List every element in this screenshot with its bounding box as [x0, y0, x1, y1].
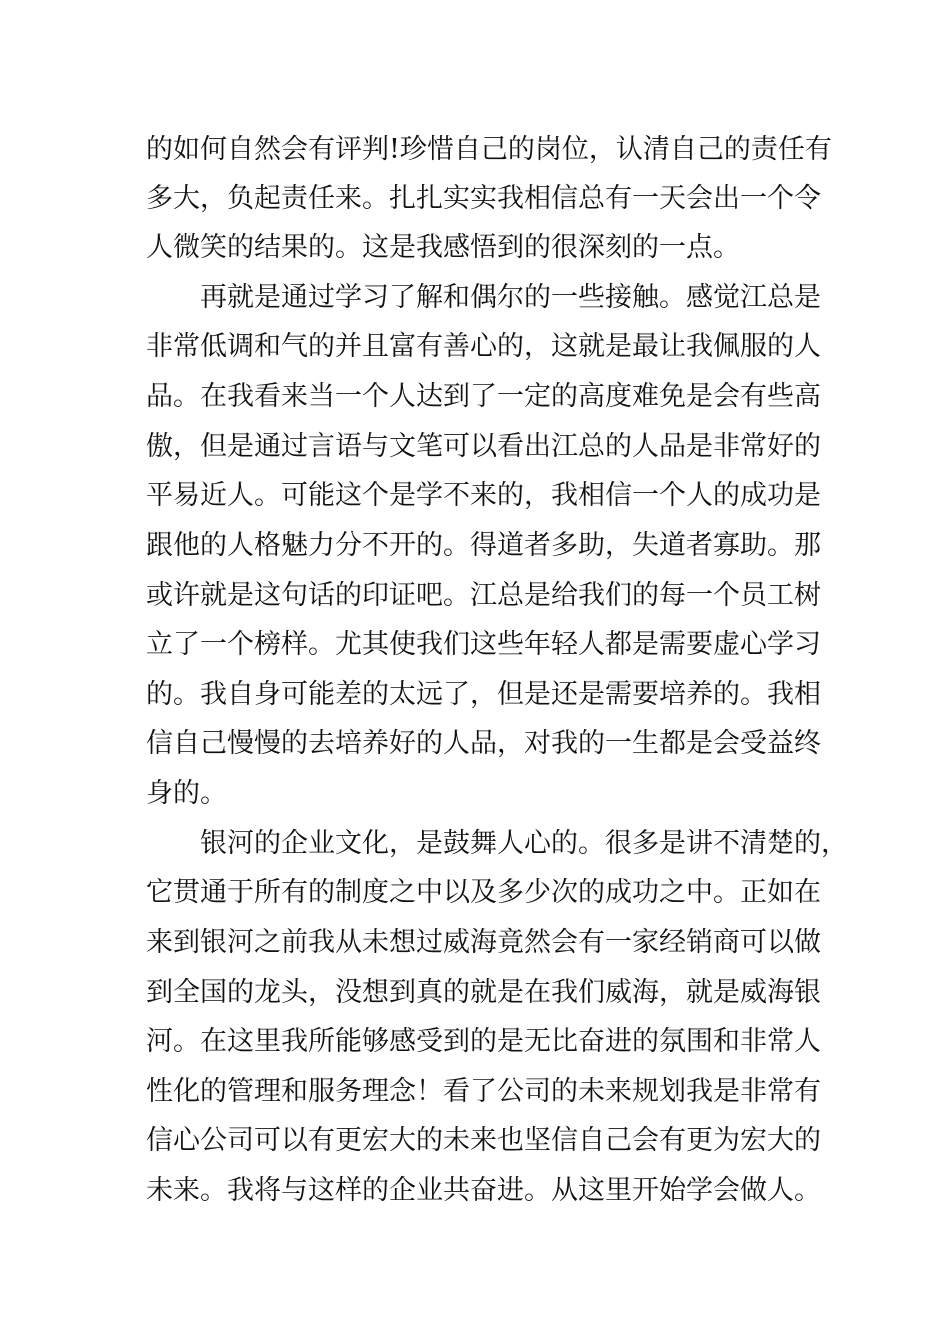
paragraph-1-line-1: 的如何自然会有评判!珍惜自己的岗位，认清自己的责任有: [146, 134, 832, 165]
paragraph-1-line-2: 多大，负起责任来。扎扎实实我相信总有一天会出一个令: [146, 183, 821, 214]
paragraph-3-line-5: 河。在这里我所能够感受到的是无比奋进的氛围和非常人: [146, 1026, 821, 1057]
paragraph-2-line-9: 的。我自身可能差的太远了，但是还是需要培养的。我相: [146, 679, 821, 710]
paragraph-3-line-7: 信心公司可以有更宏大的未来也坚信自己会有更为宏大的: [146, 1125, 821, 1156]
paragraph-1-line-3: 人微笑的结果的。这是我感悟到的很深刻的一点。: [146, 232, 740, 263]
paragraph-2-line-11: 身的。: [146, 778, 227, 809]
paragraph-2-line-8: 立了一个榜样。尤其使我们这些年轻人都是需要虚心学习: [146, 629, 821, 660]
paragraph-3-line-6: 性化的管理和服务理念！看了公司的未来规划我是非常有: [146, 1076, 821, 1107]
paragraph-2-line-1: 再就是通过学习了解和偶尔的一些接触。感觉江总是: [200, 282, 821, 313]
paragraph-2-line-3: 品。在我看来当一个人达到了一定的高度难免是会有些高: [146, 381, 821, 412]
paragraph-2-line-2: 非常低调和气的并且富有善心的，这就是最让我佩服的人: [146, 331, 821, 362]
paragraph-2-line-10: 信自己慢慢的去培养好的人品，对我的一生都是会受益终: [146, 728, 821, 759]
paragraph-3-line-4: 到全国的龙头，没想到真的就是在我们威海，就是威海银: [146, 977, 821, 1008]
paragraph-3-line-8: 未来。我将与这样的企业共奋进。从这里开始学会做人。: [146, 1175, 821, 1206]
paragraph-3-line-1: 银河的企业文化，是鼓舞人心的。很多是讲不清楚的，: [200, 828, 848, 859]
paragraph-2-line-5: 平易近人。可能这个是学不来的，我相信一个人的成功是: [146, 480, 821, 511]
paragraph-3-line-2: 它贯通于所有的制度之中以及多少次的成功之中。正如在: [146, 877, 821, 908]
paragraph-2-line-4: 傲，但是通过言语与文笔可以看出江总的人品是非常好的: [146, 431, 821, 462]
paragraph-3-line-3: 来到银河之前我从未想过威海竟然会有一家经销商可以做: [146, 927, 821, 958]
paragraph-2-line-6: 跟他的人格魅力分不开的。得道者多助，失道者寡助。那: [146, 530, 821, 561]
paragraph-2-line-7: 或许就是这句话的印证吧。江总是给我们的每一个员工树: [146, 580, 821, 611]
